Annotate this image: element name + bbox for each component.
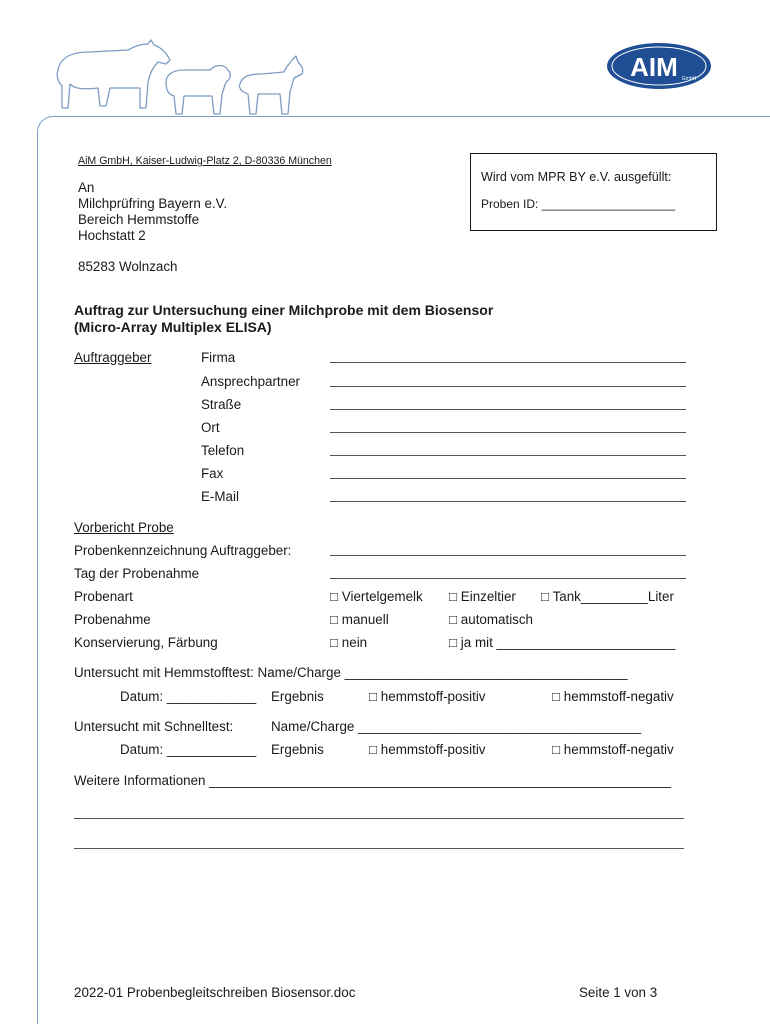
logo-subtext: GmbH <box>681 76 697 82</box>
field-line-telefon[interactable] <box>330 455 686 456</box>
form-title-line-2: (Micro-Array Multiplex ELISA) <box>74 319 272 335</box>
weitere-informationen-label: Weitere Informationen ______________________________________________________________ <box>74 773 671 788</box>
goat-outline <box>239 56 302 114</box>
auftraggeber-heading: Auftraggeber <box>74 350 152 365</box>
sender-line: AiM GmbH, Kaiser-Ludwig-Platz 2, D-80336 München <box>78 155 332 167</box>
footer-page-number: Seite 1 von 3 <box>579 985 658 1000</box>
schnelltest-checkbox-positiv[interactable]: □ hemmstoff-positiv <box>369 742 486 757</box>
frame-top-line <box>52 116 770 117</box>
hemmstofftest-checkbox-positiv[interactable]: □ hemmstoff-positiv <box>369 689 486 704</box>
cow-outline <box>57 40 170 108</box>
field-line-fax[interactable] <box>330 478 686 479</box>
probenart-label: Probenart <box>74 589 133 604</box>
recipient-line-2: Milchprüfring Bayern e.V. <box>78 196 228 211</box>
mpr-box <box>470 153 717 231</box>
hemmstofftest-ergebnis-label: Ergebnis <box>271 689 324 704</box>
form-title-line-1: Auftrag zur Untersuchung einer Milchprobe mit dem Biosensor <box>74 302 494 318</box>
field-label-telefon: Telefon <box>201 443 245 458</box>
hemmstofftest-label: Untersucht mit Hemmstofftest: Name/Charge ______________________________________ <box>74 665 628 680</box>
probenkennzeichnung-label: Probenkennzeichnung Auftraggeber: <box>74 543 292 558</box>
probenahme-label: Probenahme <box>74 612 151 627</box>
mpr-box-title: Wird vom MPR BY e.V. ausgefüllt: <box>481 170 672 184</box>
field-line-ort[interactable] <box>330 432 686 433</box>
konservierung-label: Konservierung, Färbung <box>74 635 218 650</box>
field-label-strasse: Straße <box>201 397 242 412</box>
checkbox-ja-mit[interactable]: □ ja mit ________________________ <box>449 635 676 650</box>
hemmstofftest-datum[interactable]: Datum: ____________ <box>120 689 257 704</box>
field-label-firma: Firma <box>201 350 236 365</box>
recipient-line-3: Bereich Hemmstoffe <box>78 212 200 227</box>
field-label-email: E-Mail <box>201 489 239 504</box>
schnelltest-checkbox-negativ[interactable]: □ hemmstoff-negativ <box>552 742 674 757</box>
checkbox-einzeltier[interactable]: □ Einzeltier <box>449 589 516 604</box>
field-line-firma[interactable] <box>330 362 686 363</box>
recipient-line-5: 85283 Wolnzach <box>78 259 178 274</box>
schnelltest-datum[interactable]: Datum: ____________ <box>120 742 257 757</box>
field-line-ansprechpartner[interactable] <box>330 386 686 387</box>
hemmstofftest-checkbox-negativ[interactable]: □ hemmstoff-negativ <box>552 689 674 704</box>
frame-corner <box>37 116 68 147</box>
frame-left-line <box>37 132 38 1024</box>
schnelltest-ergebnis-label: Ergebnis <box>271 742 324 757</box>
recipient-line-4: Hochstatt 2 <box>78 228 146 243</box>
field-line-email[interactable] <box>330 501 686 502</box>
checkbox-tank[interactable]: □ Tank_________Liter <box>541 589 674 604</box>
weitere-informationen-line-2[interactable] <box>74 818 684 819</box>
sheep-outline <box>166 66 230 115</box>
proben-id-field[interactable]: Proben ID: ____________________ <box>481 197 676 211</box>
tag-probenahme-label: Tag der Probenahme <box>74 566 200 581</box>
schnelltest-name-charge[interactable]: Name/Charge ______________________________________ <box>271 719 642 734</box>
checkbox-viertelgemelk[interactable]: □ Viertelgemelk <box>330 589 423 604</box>
logo-text: AIM <box>630 52 678 82</box>
animals-illustration <box>50 38 310 118</box>
field-label-fax: Fax <box>201 466 224 481</box>
checkbox-automatisch[interactable]: □ automatisch <box>449 612 534 627</box>
probenkennzeichnung-line[interactable] <box>330 555 686 556</box>
field-line-strasse[interactable] <box>330 409 686 410</box>
field-label-ansprechpartner: Ansprechpartner <box>201 374 300 389</box>
checkbox-nein[interactable]: □ nein <box>330 635 368 650</box>
schnelltest-label: Untersucht mit Schnelltest: <box>74 719 234 734</box>
checkbox-manuell[interactable]: □ manuell <box>330 612 389 627</box>
footer-filename: 2022-01 Probenbegleitschreiben Biosensor.doc <box>74 985 356 1000</box>
field-label-ort: Ort <box>201 420 220 435</box>
tag-probenahme-line[interactable] <box>330 578 686 579</box>
aim-logo <box>604 40 714 92</box>
recipient-line-1: An <box>78 180 95 195</box>
weitere-informationen-line-3[interactable] <box>74 848 684 849</box>
vorbericht-heading: Vorbericht Probe <box>74 520 174 535</box>
